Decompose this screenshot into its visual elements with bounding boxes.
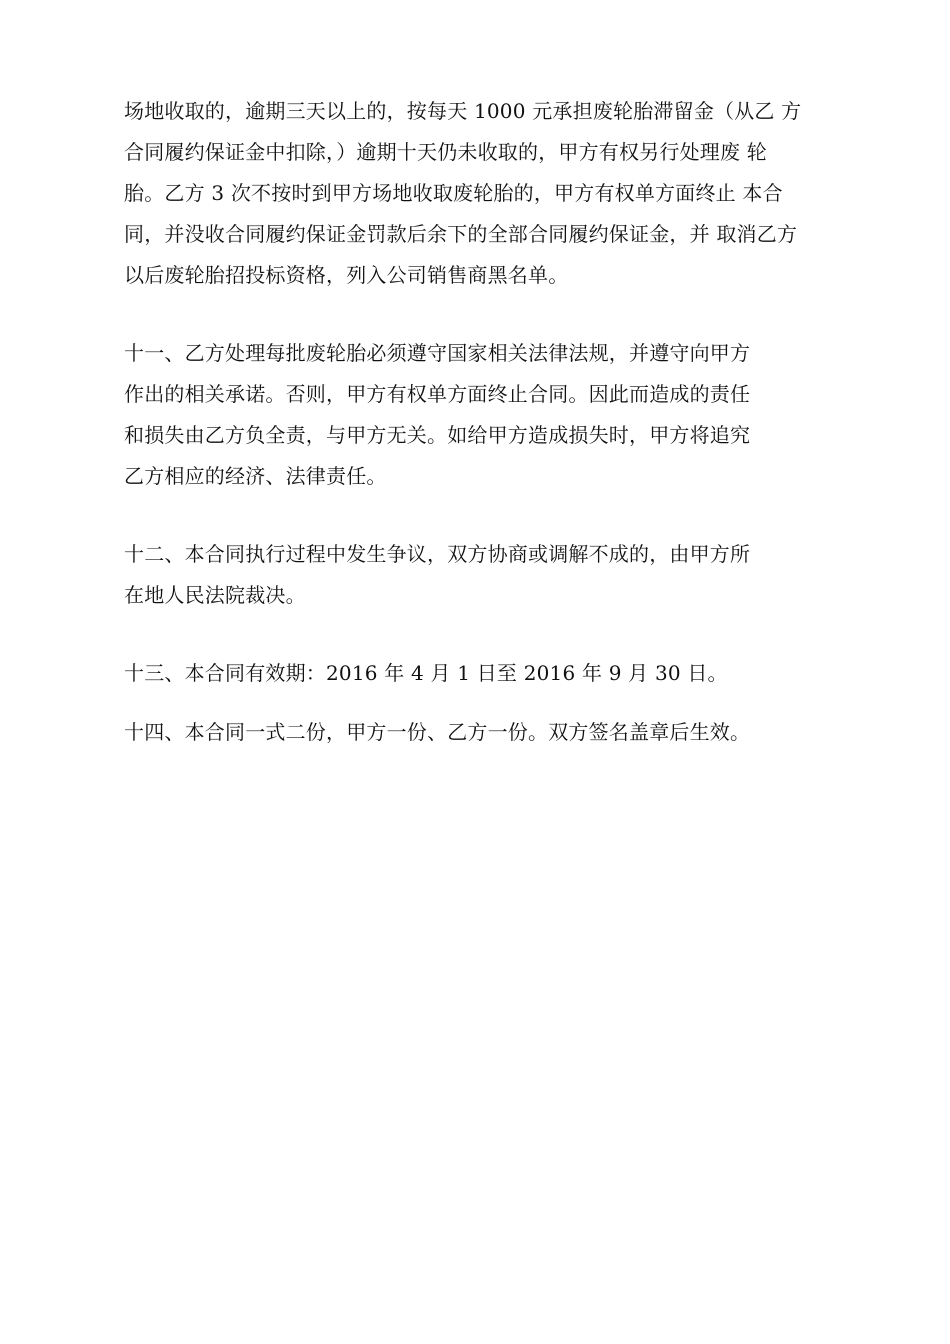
- clause-10-continuation-line-5: 以后废轮胎招投标资格，列入公司销售商黑名单。: [124, 263, 569, 287]
- clause-12-line-2: 在地人民法院裁决。: [124, 583, 306, 607]
- clause-10-continuation-line-4: 同，并没收合同履约保证金罚款后余下的全部合同履约保证金，并 取消乙方: [124, 222, 798, 246]
- clause-10-continuation-line-2: 合同履约保证金中扣除，）逾期十天仍未收取的，甲方有权另行处理废 轮: [124, 140, 767, 164]
- clause-10-continuation-line-1: 场地收取的，逾期三天以上的，按每天 1000 元承担废轮胎滞留金（从乙 方: [124, 99, 802, 123]
- clause-12-line-1: 十二、本合同执行过程中发生争议，双方协商或调解不成的，由甲方所: [124, 542, 751, 566]
- clause-10-continuation-line-3: 胎。乙方 3 次不按时到甲方场地收取废轮胎的，甲方有权单方面终止 本合: [124, 181, 783, 205]
- clause-11-line-4: 乙方相应的经济、法律责任。: [124, 464, 387, 488]
- clause-11-line-3: 和损失由乙方负全责，与甲方无关。如给甲方造成损失时，甲方将追究: [124, 423, 751, 447]
- clause-11-line-1: 十一、乙方处理每批废轮胎必须遵守国家相关法律法规，并遵守向甲方: [124, 341, 751, 365]
- clause-11-line-2: 作出的相关承诺。否则，甲方有权单方面终止合同。因此而造成的责任: [124, 382, 751, 406]
- clause-13-line-1: 十三、本合同有效期：2016 年 4 月 1 日至 2016 年 9 月 30 日。: [124, 661, 728, 685]
- clause-14-line-1: 十四、本合同一式二份，甲方一份、乙方一份。双方签名盖章后生效。: [124, 720, 751, 744]
